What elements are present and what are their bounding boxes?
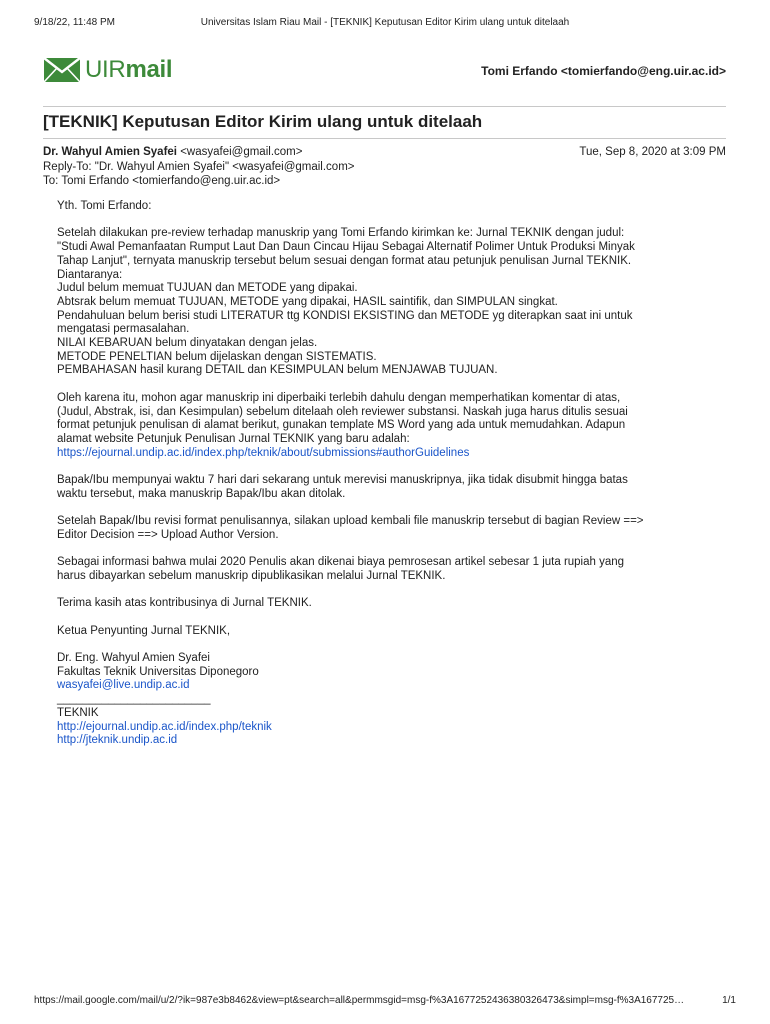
body-line: mengatasi permasalahan. — [57, 323, 190, 336]
body-line: harus dibayarkan sebelum manuskrip dipublikasikan melalui Jurnal TEKNIK. — [57, 569, 446, 582]
body-line: (Judul, Abstrak, isi, dan Kesimpulan) sebelum ditelaah oleh reviewer substansi. Naskah juga harus ditulis sesuai — [57, 405, 628, 418]
uirmail-logo[interactable] — [43, 56, 172, 84]
paragraph-closing: Ketua Penyunting Jurnal TEKNIK, — [57, 624, 231, 637]
print-footer — [34, 995, 736, 1009]
header-divider — [43, 106, 726, 107]
email-meta — [43, 145, 726, 189]
sent-datetime: Tue, Sep 8, 2020 at 3:09 PM — [579, 146, 726, 158]
sender-email: <wasyafei@gmail.com> — [180, 146, 303, 158]
print-datetime: 9/18/22, 11:48 PM — [34, 17, 115, 28]
body-line: Oleh karena itu, mohon agar manuskrip ini diperbaiki terlebih dahulu dengan memperhatikan komentar di atas, — [57, 391, 621, 404]
page-count: 1/1 — [722, 995, 736, 1006]
signature-email-link[interactable]: wasyafei@live.undip.ac.id — [57, 679, 190, 692]
mail-header — [43, 56, 726, 86]
envelope-logo-icon — [43, 57, 81, 83]
paragraph-deadline — [57, 474, 707, 501]
logo-uir-text: UIR — [85, 56, 126, 83]
body-line: Diantaranya: — [57, 268, 123, 281]
body-line: Sebagai informasi bahwa mulai 2020 Penulis akan dikenai biaya pemrosesan artikel sebesar 1 juta rupiah yang — [57, 556, 625, 569]
reply-to-line: Reply-To: "Dr. Wahyul Amien Syafei" <wasyafei@gmail.com> — [43, 160, 355, 173]
signature-journal: TEKNIK — [57, 706, 99, 719]
body-line: Bapak/Ibu mempunyai waktu 7 hari dari sekarang untuk merevisi manuskripnya, jika tidak disubmit hingga batas — [57, 474, 628, 487]
signature — [57, 652, 707, 748]
body-line: "Studi Awal Pemanfaatan Rumput Laut Dan Daun Cincau Hijau Sebagai Alternatif Polimer Untuk Produksi Minyak — [57, 241, 635, 254]
body-line: Setelah dilakukan pre-review terhadap manuskrip yang Tomi Erfando kirimkan ke: Jurnal TEKNIK dengan judul: — [57, 227, 625, 240]
paragraph-review-findings — [57, 227, 707, 378]
body-line: Editor Decision ==> Upload Author Version. — [57, 528, 279, 541]
paragraph-thanks: Terima kasih atas kontribusinya di Jurnal TEKNIK. — [57, 597, 312, 610]
paragraph-fee-info — [57, 556, 707, 583]
body-line: METODE PENELTIAN belum dijelaskan dengan SISTEMATIS. — [57, 350, 377, 363]
sender-name: Dr. Wahyul Amien Syafei — [43, 146, 177, 158]
email-subject: [TEKNIK] Keputusan Editor Kirim ulang untuk ditelaah — [43, 112, 483, 131]
body-line: Pendahuluan belum berisi studi LITERATUR ttg KONDISI EKSISTING dan METODE yg diterapkan saat ini untuk — [57, 309, 633, 322]
journal-link-ejournal[interactable]: http://ejournal.undip.ac.id/index.php/teknik — [57, 720, 272, 733]
signature-divider: ________________________ — [57, 693, 211, 706]
paragraph-upload-instructions — [57, 515, 707, 542]
body-line: PEMBAHASAN hasil kurang DETAIL dan KESIMPULAN belum MENJAWAB TUJUAN. — [57, 364, 498, 377]
signature-name: Dr. Eng. Wahyul Amien Syafei — [57, 652, 210, 665]
body-line: alamat website Petunjuk Penulisan Jurnal TEKNIK yang baru adalah: — [57, 432, 410, 445]
print-page-title: Universitas Islam Riau Mail - [TEKNIK] Keputusan Editor Kirim ulang untuk ditelaah — [200, 17, 570, 28]
author-guidelines-link[interactable]: https://ejournal.undip.ac.id/index.php/teknik/about/submissions#authorGuidelines — [57, 446, 470, 459]
body-line: waktu tersebut, maka manuskrip Bapak/Ibu akan ditolak. — [57, 487, 346, 500]
journal-link-jteknik[interactable]: http://jteknik.undip.ac.id — [57, 734, 178, 747]
signature-affiliation: Fakultas Teknik Universitas Diponegoro — [57, 665, 259, 678]
greeting: Yth. Tomi Erfando: — [57, 200, 152, 212]
logo-mail-text: mail — [125, 56, 173, 83]
body-line: Tahap Lanjut", ternyata manuskrip tersebut belum sesuai dengan format atau petunjuk penulisan Jurnal TEKNIK. — [57, 254, 632, 267]
body-line: Setelah Bapak/Ibu revisi format penulisannya, silakan upload kembali file manuskrip tersebut di bagian Review ==> — [57, 515, 644, 528]
account-identity: Tomi Erfando <tomierfando@eng.uir.ac.id> — [481, 64, 726, 78]
subject-divider — [43, 138, 726, 139]
to-line: To: Tomi Erfando <tomierfando@eng.uir.ac.id> — [43, 175, 281, 187]
print-header — [34, 17, 736, 31]
print-url: https://mail.google.com/mail/u/2/?ik=987e3b8462&view=pt&search=all&permmsgid=msg-f%3A1677252436380326473&simpl=msg-f%3A167725… — [34, 995, 685, 1006]
body-line: NILAI KEBARUAN belum dinyatakan dengan jelas. — [57, 337, 318, 350]
paragraph-revision-request — [57, 392, 707, 461]
body-line: Abtsrak belum memuat TUJUAN, METODE yang dipakai, HASIL saintifik, dan SIMPULAN singkat. — [57, 295, 558, 308]
body-line: Judul belum memuat TUJUAN dan METODE yang dipakai. — [57, 282, 358, 295]
email-body — [57, 200, 707, 748]
body-line: format petunjuk penulisan di alamat berikut, gunakan template MS Word yang ada untuk memudahkan. Adapun — [57, 419, 626, 432]
logo-wordmark — [85, 56, 172, 84]
